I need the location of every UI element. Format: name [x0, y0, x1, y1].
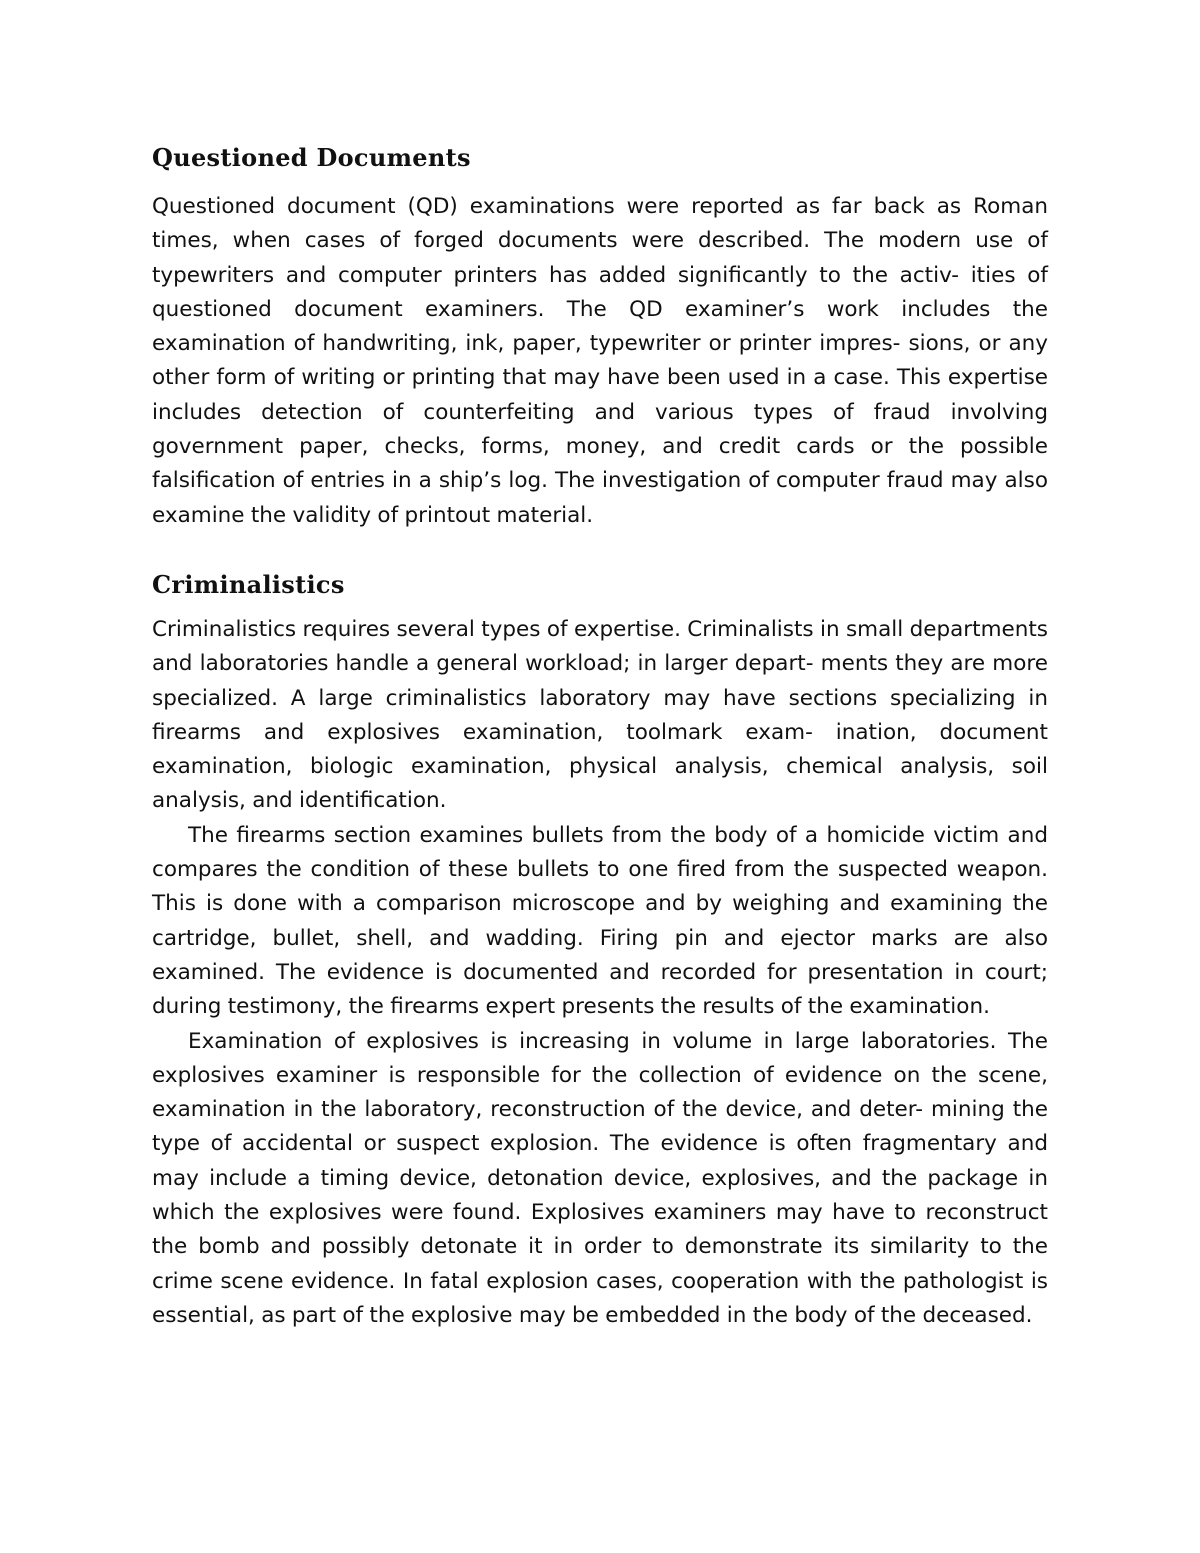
section-heading-questioned-documents: Questioned Documents	[152, 143, 471, 172]
paragraph-questioned-documents: Questioned document (QD) examinations were reported as far back as Roman times, when cases of forged documents were described. The modern use of typewriters and computer printers has added significantly to the activ- ities of questioned document examiners. The QD examiner’s work includes the examination of handwriting, ink, paper, typewriter or printer impres- sions, or any other form of writing or printing that may have been used in a case. This expertise includes detection of counterfeiting and various types of fraud involving government paper, checks, forms, money, and credit cards or the possible falsification of entries in a ship’s log. The investigation of computer fraud may also examine the validity of printout material.	[152, 194, 1048, 528]
paragraph-explosives-examination: Examination of explosives is increasing in volume in large laboratories. The explosives examiner is responsible for the collection of evidence on the scene, examination in the laboratory, reconstruction of the device, and deter- mining the type of accidental or suspect explosion. The evidence is often fragmentary and may include a timing device, detonation device, explosives, and the package in which the explosives were found. Explosives examiners may have to reconstruct the bomb and possibly detonate it in order to demonstrate its similarity to the crime scene evidence. In fatal explosion cases, cooperation with the pathologist is essential, as part of the explosive may be embedded in the body of the deceased.	[152, 1028, 1048, 1328]
paragraph-criminalistics-intro: Criminalistics requires several types of expertise. Criminalists in small departments and laboratories handle a general workload; in larger depart- ments they are more specialized. A large criminalistics laboratory may have sections specializing in firearms and explosives examination, toolmark exam- ination, document examination, biologic examination, physical analysis, chemical analysis, soil analysis, and identification.	[152, 616, 1048, 814]
section-heading-criminalistics: Criminalistics	[152, 569, 345, 599]
paragraph-firearms-section: The firearms section examines bullets from the body of a homicide victim and compares the condition of these bullets to one fired from the suspected weapon. This is done with a comparison microscope and by weighing and examining the cartridge, bullet, shell, and wadding. Firing pin and ejector marks are also examined. The evidence is documented and recorded for presentation in court; during testimony, the firearms expert presents the results of the examination.	[152, 822, 1048, 1020]
document-page	[152, 140, 1048, 1333]
